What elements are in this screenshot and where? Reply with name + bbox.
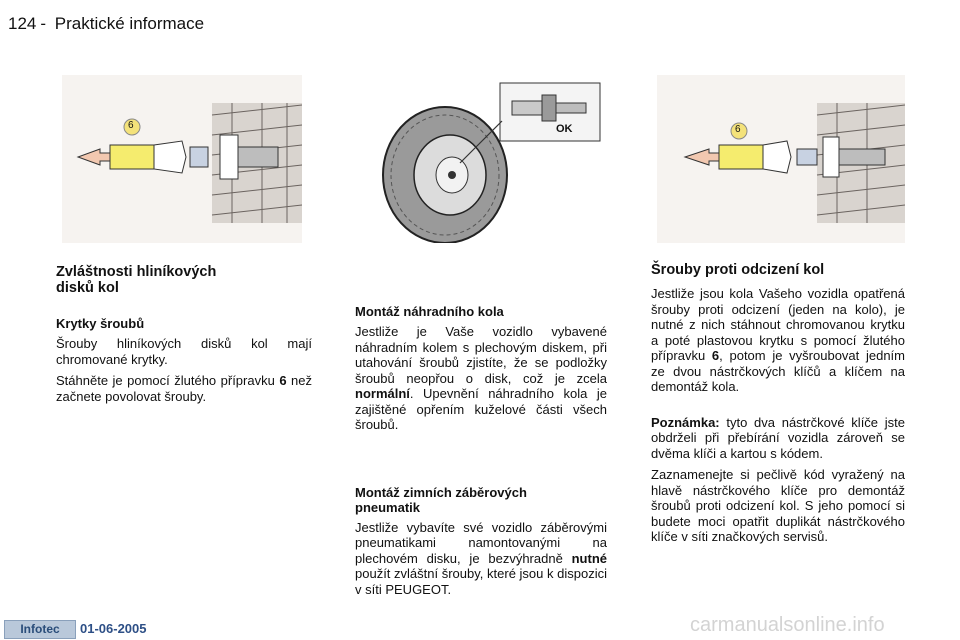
page-title: Praktické informace <box>54 14 205 33</box>
note-paragraph: Poznámka: tyto dva nástrčkové klíče jste obdrželi při přebírání vozidla zároveň se dvěma klíči a kartou s kódem. <box>651 414 905 461</box>
figure-antitheft-bolt <box>657 75 905 243</box>
paragraph: Jestliže je Vaše vozidlo vybavené náhradním kolem s plechovým diskem, při utahování šroubů zjistíte, že se podložky šroubů neopřou o disk, což je zcela normální. Upevnění náhradního kola je zajištěné opřením kuželové části všech šroubů. <box>355 324 607 432</box>
section-heading: Zvláštnosti hliníkových disků kol <box>56 264 217 296</box>
column-alloy-wheels <box>56 264 312 410</box>
paragraph: Jestliže jsou kola Vašeho vozidla opatřená šrouby proti odcizení (jeden na kolo), je nutné z nich stáhnout chromovanou krytku a poté plastovou krytku s pomocí žlutého přípravku 6, potom je vyšroubovat jedním ze dvou nástrčkových klíčů a klíčem na demontáž kola. <box>651 286 905 394</box>
paragraph: Stáhněte je pomocí žlutého přípravku 6 než začnete povolovat šrouby. <box>56 373 312 404</box>
figure-spare-wheel <box>360 75 605 243</box>
paragraph: Šrouby hliníkových disků kol mají chromované krytky. <box>56 336 312 367</box>
page-header <box>8 14 208 34</box>
tool-number-marker: 6 <box>735 124 741 135</box>
spare-wheel-illustration <box>360 75 605 243</box>
subheading: Montáž zimních záběrových pneumatik <box>355 484 527 515</box>
paragraph: Jestliže vybavíte své vozidlo záběrovými pneumatikami namontovanými na plechovém disku, je bezvýhradně nutné použít zvláštní šrouby, které jsou k dispozici v síti PEUGEOT. <box>355 519 607 597</box>
header-separator: - <box>40 14 47 33</box>
ok-label: OK <box>556 123 573 135</box>
section-heading: Šrouby proti odcizení kol <box>651 262 825 278</box>
figure-cap-removal <box>62 75 302 243</box>
watermark: carmanualsonline.info <box>690 614 885 636</box>
infotec-logo: Infotec <box>4 620 76 639</box>
paragraph: Zaznamenejte si pečlivě kód vyražený na hlavě nástrčkového klíče pro demontáž šroubů proti odcizení kol. S jeho pomocí si budete moci opatřit duplikát nástrčkového klíče v síti značkových servisů. <box>651 467 905 544</box>
column-antitheft-bolts <box>651 262 905 551</box>
subheading: Montáž náhradního kola <box>355 304 504 319</box>
column-spare-and-winter <box>355 304 607 603</box>
subheading: Krytky šroubů <box>56 316 145 331</box>
antitheft-bolt-illustration <box>657 75 905 243</box>
tool-number-marker: 6 <box>128 120 134 131</box>
cap-removal-illustration <box>62 75 302 243</box>
print-date: 01-06-2005 <box>80 621 147 636</box>
page-number: 124 <box>8 14 37 33</box>
